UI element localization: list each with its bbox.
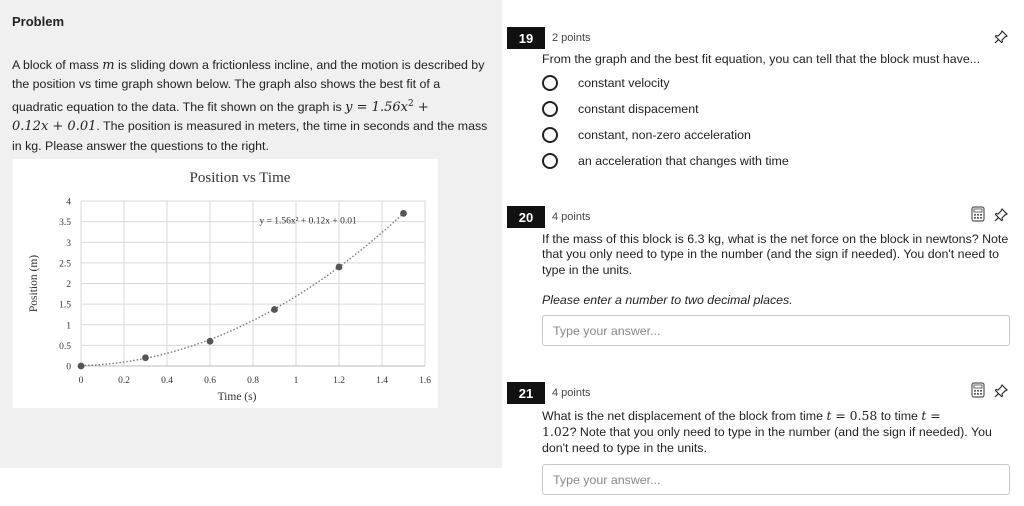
answer-input-21[interactable] <box>542 464 1010 495</box>
option-label: constant, non-zero acceleration <box>578 128 751 142</box>
option-label: constant dispacement <box>578 102 699 116</box>
calculator-icon[interactable] <box>970 382 986 398</box>
prompt-part: ? Note that you only need to type in the number (and the sign if needed). You don't need to type in the units. <box>542 425 992 455</box>
math-time: t <box>921 408 927 423</box>
x-tick-label: 0.4 <box>161 376 173 386</box>
pin-icon[interactable] <box>994 384 1008 398</box>
questions-pane <box>502 0 1024 506</box>
math-fit-equation-2: 0.12x + 0.01 <box>12 119 97 135</box>
problem-pane <box>0 0 502 468</box>
data-point <box>142 354 149 361</box>
radio-button[interactable] <box>542 101 558 117</box>
option-constant-velocity[interactable] <box>542 74 670 92</box>
data-point <box>336 264 343 271</box>
problem-title: Problem <box>12 14 65 29</box>
y-tick-label: 4 <box>66 197 71 208</box>
y-tick-label: 0.5 <box>59 341 71 352</box>
x-tick-label: 1.2 <box>333 376 345 386</box>
y-tick-label: 1 <box>66 321 71 332</box>
option-constant-displacement[interactable] <box>542 100 699 118</box>
y-tick-label: 2.5 <box>59 259 71 270</box>
option-label: an acceleration that changes with time <box>578 154 789 168</box>
y-tick-label: 3.5 <box>59 218 71 229</box>
pin-icon[interactable] <box>994 208 1008 222</box>
question-hint-20: Please enter a number to two decimal places. <box>542 293 793 307</box>
problem-text-part: . The position is measured in meters, the time in seconds and the mass in kg. Please answer the questions to the right. <box>12 119 488 153</box>
prompt-part: to time <box>877 409 922 423</box>
prompt-part: What is the net displacement of the block from time <box>542 409 827 423</box>
radio-button[interactable] <box>542 153 558 169</box>
question-prompt-21 <box>542 408 1012 456</box>
math-fit-equation: y = 1.56x <box>345 99 408 115</box>
question-number-20: 20 <box>507 206 545 228</box>
data-point <box>207 338 214 345</box>
x-tick-label: 1 <box>293 376 299 386</box>
answer-input-20[interactable] <box>542 315 1010 346</box>
y-tick-label: 2 <box>66 280 71 290</box>
problem-text <box>12 56 490 156</box>
question-points-19: 2 points <box>552 32 591 44</box>
x-axis-label: Time (s) <box>217 391 257 403</box>
trendline <box>81 213 404 365</box>
y-axis-label: Position (m) <box>28 254 40 313</box>
radio-button[interactable] <box>542 127 558 143</box>
chart-title: Position vs Time <box>189 170 291 186</box>
x-tick-label: 0.2 <box>118 376 130 386</box>
math-value: = 0.58 <box>831 408 878 423</box>
data-point <box>78 363 85 370</box>
chart-svg <box>13 159 438 408</box>
option-label: constant velocity <box>578 76 670 90</box>
question-prompt-19: From the graph and the best fit equation, you can tell that the block must have... <box>542 52 981 66</box>
option-changing-acceleration[interactable] <box>542 152 789 170</box>
pin-icon[interactable] <box>994 30 1008 44</box>
y-tick-label: 0 <box>66 362 71 373</box>
position-time-chart <box>13 159 438 408</box>
question-number-21: 21 <box>507 382 545 404</box>
y-tick-label: 3 <box>66 238 71 249</box>
question-number-19: 19 <box>507 27 545 49</box>
x-tick-label: 0.8 <box>247 376 259 386</box>
math-exponent: 2 <box>407 98 414 109</box>
math-value: = <box>926 408 941 423</box>
math-value: 1.02 <box>542 424 570 440</box>
x-tick-label: 1.6 <box>419 376 431 386</box>
x-tick-label: 1.4 <box>376 376 388 386</box>
problem-text-part: A block of mass <box>12 58 103 72</box>
calculator-icon[interactable] <box>970 206 986 222</box>
trendline-label: y = 1.56x² + 0.12x + 0.01 <box>259 216 357 227</box>
question-points-20: 4 points <box>552 211 591 223</box>
data-point <box>271 306 278 313</box>
math-mass: m <box>102 58 115 73</box>
x-tick-label: 0 <box>78 376 84 386</box>
data-point <box>400 210 407 217</box>
y-tick-label: 1.5 <box>59 300 71 311</box>
problem-text-part: is sliding down a frictionless incline, and the motion is described by the position vs time graph shown below. The graph also shows the best fit of a quadratic equation to the data. The fit shown on the graph is <box>12 58 485 114</box>
math-time: t <box>826 408 832 423</box>
question-prompt-20: If the mass of this block is 6.3 kg, what is the net force on the block in newtons? Note that you only need to type in the number (and the sign if needed). You don't need to type in the units. <box>542 232 1009 277</box>
x-tick-label: 0.6 <box>204 376 216 386</box>
option-constant-acceleration[interactable] <box>542 126 751 144</box>
question-points-21: 4 points <box>552 387 591 399</box>
math-fit-equation-tail: + <box>413 99 429 115</box>
radio-button[interactable] <box>542 75 558 91</box>
